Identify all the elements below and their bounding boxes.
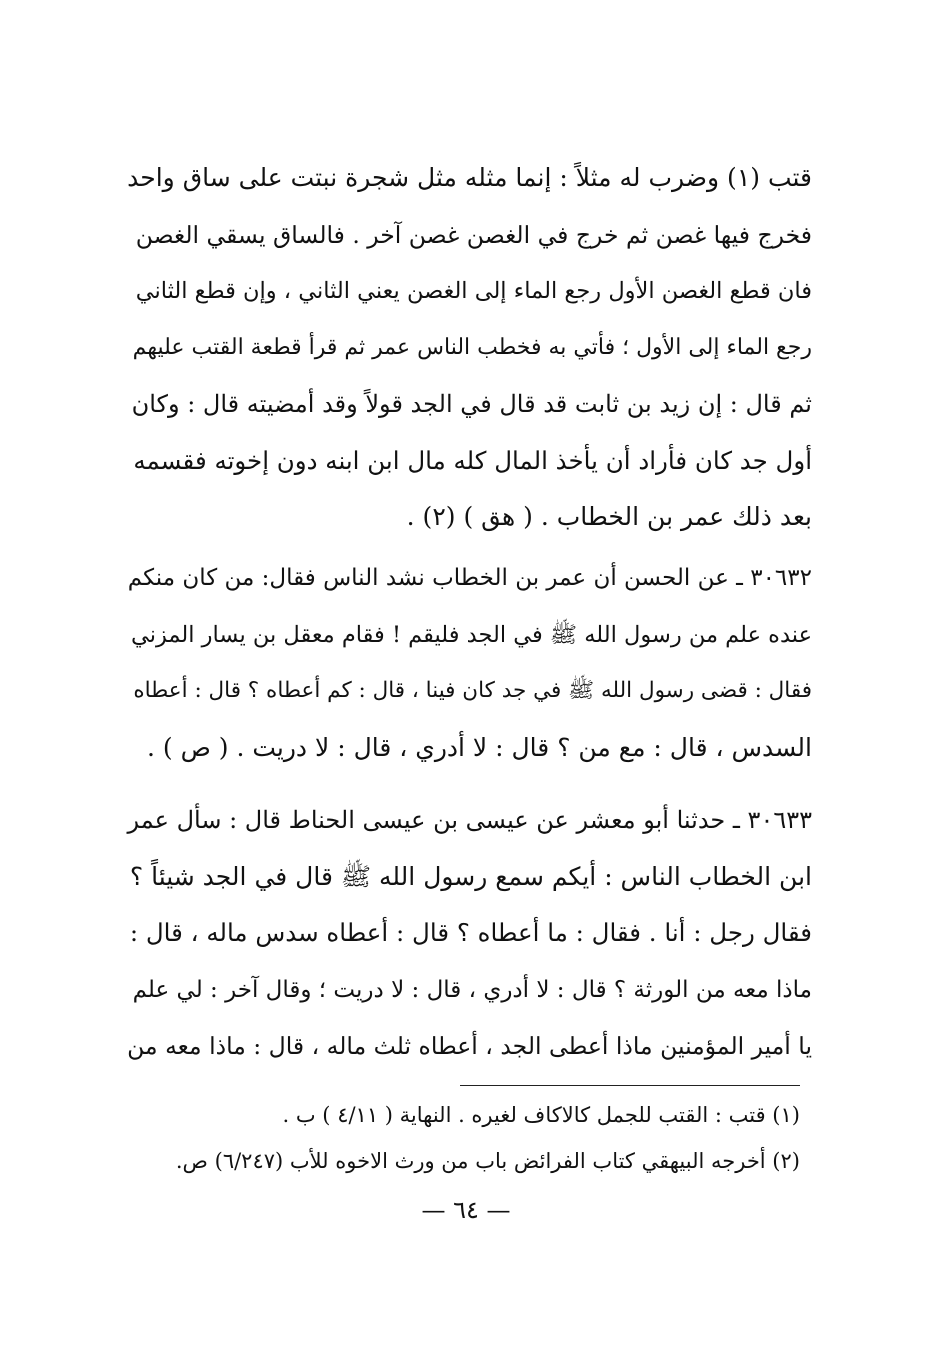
text-line: قتب (١) وضرب له مثلاً : إنما مثله مثل شجرة نبتت على ساق واحد [127, 163, 812, 192]
hadith-30633-paragraph [122, 792, 812, 1075]
text-line: يا أمير المؤمنين ماذا أعطى الجد ، أعطاه ثلث ماله ، قال : ماذا معه من [127, 1032, 812, 1060]
footnotes [100, 1092, 800, 1184]
page-number: — ٦٤ — [421, 1196, 511, 1224]
footnote-divider [460, 1085, 800, 1086]
text-line: ٣٠٦٣٢ ـ عن الحسن أن عمر بن الخطاب نشد الناس فقال: من كان منكم [127, 565, 812, 591]
footnote-2: (٢) أخرجه البيهقي كتاب الفرائض باب من ورث الاخوه للأب (٦/٢٤٧) ص. [175, 1149, 800, 1173]
text-line: أول جد كان فأراد أن يأخذ المال كله مال ابن ابنه دون إخوته فقسمه [133, 445, 812, 475]
intro-paragraph [122, 150, 812, 546]
text-line: ماذا معه من الورثة ؟ قال : لا أدري ، قال : لا دريت ؛ وقال آخر : لي علم [132, 976, 812, 1003]
text-line: رجع الماء إلى الأول ؛ فأتي به فخطب الناس عمر ثم قرأ قطعة القتب عليهم [132, 334, 812, 360]
text-line: فقال رجل : أنا . فقال : ما أعطاه ؟ قال : أعطاه سدس ماله ، قال : [129, 918, 812, 947]
text-line: ابن الخطاب الناس : أيكم سمع رسول الله ﷺ قال في الجد شيئاً ؟ [129, 861, 812, 891]
text-line: السدس ، قال : مع من ؟ قال : لا أدري ، قال : لا دريت . ( ص ) . [146, 732, 812, 762]
text-line: فقال : قضى رسول الله ﷺ في جد كان فينا ، قال : كم أعطاه ؟ قال : أعطاه [133, 678, 812, 703]
text-line: فان قطع الغصن الأول رجع الماء إلى الغصن يعني الثاني ، وإن قطع الثاني [135, 278, 812, 304]
text-line: فخرج فيها غصن ثم خرج في الغصن غصن آخر . فالساق يسقي الغصن [135, 220, 812, 249]
text-line: ٣٠٦٣٣ ـ حدثنا أبو معشر عن عيسى بن عيسى الحناط قال : سأل عمر [127, 806, 812, 834]
text-line: ثم قال : إن زيد بن ثابت قد قال في الجد قولاً وقد أمضيته قال : وكان [131, 390, 812, 418]
text-line: بعد ذلك عمر بن الخطاب . ( هق ) (٢) . [406, 502, 812, 531]
hadith-30632-paragraph [122, 550, 812, 776]
footnote-1: (١) قتب : القتب للجمل كالاكاف لغيره . النهاية ( ٤/١١ ) ب . [282, 1103, 800, 1127]
text-line: عنده علم من رسول الله ﷺ في الجد فليقم ! فقام معقل بن يسار المزني [130, 621, 812, 648]
